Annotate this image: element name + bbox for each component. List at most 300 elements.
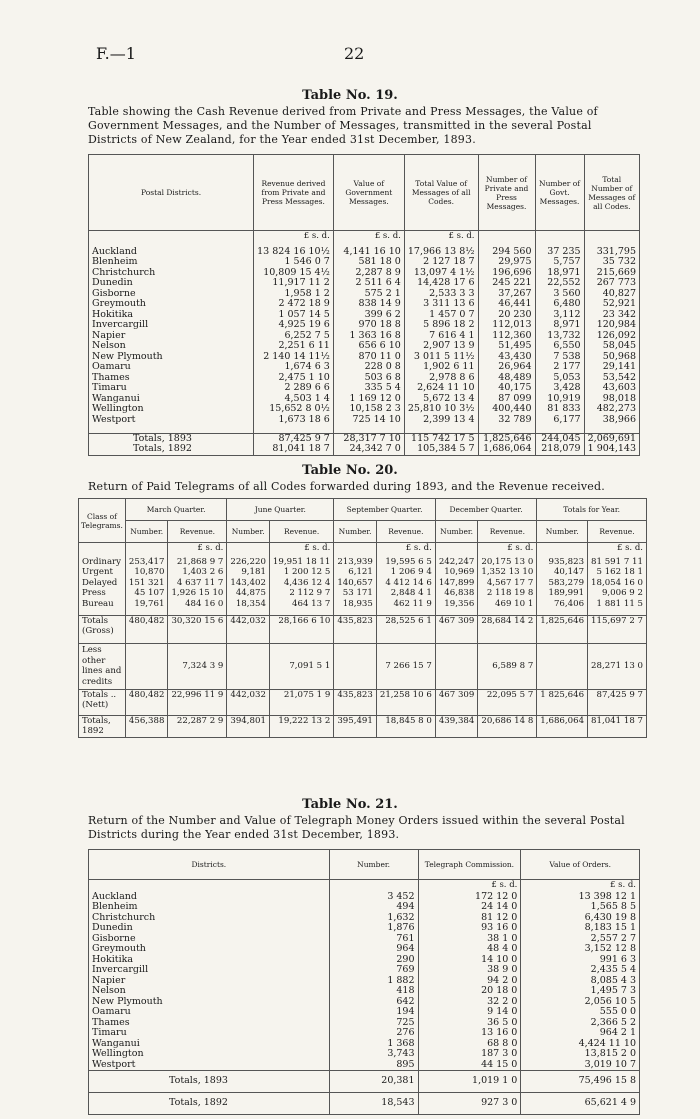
less-row [79, 643, 647, 689]
table-cell: 38,966 [584, 415, 639, 426]
table-cell: 480,482 [125, 689, 168, 715]
table-cell: 9,006 9 2 [588, 588, 647, 599]
table-cell: 18,354 [227, 599, 270, 610]
document-code: F.—1 [96, 44, 136, 63]
table-cell: 8,183 15 1 [521, 923, 640, 934]
table-cell: 2 177 [535, 362, 584, 373]
table-cell: 81,041 18 7 [254, 444, 334, 455]
table-row [79, 578, 647, 589]
table-cell: 7 616 4 1 [404, 331, 478, 342]
table-cell: 2 472 18 9 [254, 299, 334, 310]
table-cell: 7,091 5 1 [269, 643, 333, 689]
table-row [79, 715, 647, 737]
table-cell: 927 3 0 [418, 1093, 521, 1115]
table-cell: 44,875 [227, 588, 270, 599]
table21 [88, 849, 640, 1115]
t20-head-year: Totals for Year. [537, 499, 647, 521]
table-cell: 20,175 13 0 [478, 557, 537, 568]
table-cell: 14,428 17 6 [404, 278, 478, 289]
table-row [89, 892, 640, 903]
table-cell: 2,366 5 2 [521, 1018, 640, 1029]
table-cell: 32 2 0 [418, 997, 521, 1008]
table-cell: 1 546 0 7 [254, 257, 334, 268]
unit-label: £ s. d. [418, 880, 521, 892]
table-cell: 5 896 18 2 [404, 320, 478, 331]
table-cell: 480,482 [125, 615, 168, 643]
table-cell: 10,809 15 4½ [254, 268, 334, 279]
table-cell: 1 904,143 [584, 444, 639, 455]
district-name: Thames [89, 373, 254, 384]
table-cell: 53,542 [584, 373, 639, 384]
row-label: Delayed [79, 578, 126, 589]
table-cell: 2,907 13 9 [404, 341, 478, 352]
district-name: Dunedin [89, 923, 330, 934]
table-row [79, 615, 647, 643]
table-cell: 1 368 [329, 1039, 418, 1050]
table-row [89, 955, 640, 966]
table-cell: 1 457 0 7 [404, 310, 478, 321]
t20-head-september: September Quarter. [334, 499, 435, 521]
table-cell: 484 16 0 [168, 599, 227, 610]
table-cell: 7,324 3 9 [168, 643, 227, 689]
table-cell: 581 18 0 [333, 257, 404, 268]
table-cell: 1,403 2 6 [168, 567, 227, 578]
table20 [78, 498, 647, 738]
table-cell: 13,732 [535, 331, 584, 342]
table-row [89, 415, 640, 426]
table-row [89, 1049, 640, 1060]
table-cell: 267 773 [584, 278, 639, 289]
table-cell: 725 14 10 [333, 415, 404, 426]
table-cell: 28,271 13 0 [588, 643, 647, 689]
table-cell: 215,669 [584, 268, 639, 279]
t20-sub-revenue: Revenue. [168, 521, 227, 543]
table-cell: 1,495 7 3 [521, 986, 640, 997]
unit-label: £ s. d. [404, 231, 478, 247]
table-cell: 81 833 [535, 404, 584, 415]
table-cell: 45 107 [125, 588, 168, 599]
table-cell: 196,696 [478, 268, 535, 279]
row-label: Press [79, 588, 126, 599]
table-cell: 19,951 18 11 [269, 557, 333, 568]
table-cell: 970 18 8 [333, 320, 404, 331]
table-cell: 24 14 0 [418, 902, 521, 913]
totals-row [89, 1071, 640, 1093]
table-cell: 17,966 13 8½ [404, 247, 478, 258]
table-cell: 991 6 3 [521, 955, 640, 966]
table-cell: 3,743 [329, 1049, 418, 1060]
table19-description: Table showing the Cash Revenue derived from Private and Press Messages, the Value of Government Messages, and the Number of Messages, transmitted in the several Postal Districts of New Zealand, for the Year ended 31st December, 1893. [88, 105, 598, 146]
table-cell: 482,273 [584, 404, 639, 415]
t20-sub-number: Number. [334, 521, 377, 543]
totals-row [89, 1093, 640, 1115]
table-cell: 87,425 9 7 [588, 689, 647, 715]
table-cell: 3,428 [535, 383, 584, 394]
table-cell: 400,440 [478, 404, 535, 415]
table-cell: 105,384 5 7 [404, 444, 478, 455]
table-cell: 555 0 0 [521, 1007, 640, 1018]
table-cell: 276 [329, 1028, 418, 1039]
row-label: Totals, 1892 [79, 715, 126, 737]
table-cell: 10,870 [125, 567, 168, 578]
table-cell: 394,801 [227, 715, 270, 737]
table-cell: 467 309 [435, 615, 478, 643]
t20-sub-number: Number. [125, 521, 168, 543]
table-cell: 43,430 [478, 352, 535, 363]
table-cell: 81 12 0 [418, 913, 521, 924]
table-cell: 442,032 [227, 615, 270, 643]
table-cell: 147,899 [435, 578, 478, 589]
totals-row [89, 444, 640, 455]
table-cell: 40,827 [584, 289, 639, 300]
table-cell: 2,069,691 [584, 433, 639, 444]
table-cell: 1,352 13 10 [478, 567, 537, 578]
table-cell: 1 206 9 4 [376, 567, 435, 578]
table-cell: 4,424 11 10 [521, 1039, 640, 1050]
table-cell: 1,565 8 5 [521, 902, 640, 913]
table-cell: 68 8 0 [418, 1039, 521, 1050]
table-cell: 44 15 0 [418, 1060, 521, 1071]
table-cell: 36 5 0 [418, 1018, 521, 1029]
table-cell: 29,141 [584, 362, 639, 373]
table-cell: 23 342 [584, 310, 639, 321]
table-cell: 725 [329, 1018, 418, 1029]
table-row [89, 965, 640, 976]
t20-head-class: Class of Telegrams. [79, 499, 126, 543]
district-name: Hokitika [89, 955, 330, 966]
table-cell: 26,964 [478, 362, 535, 373]
table-cell: 331,795 [584, 247, 639, 258]
table-cell: 87 099 [478, 394, 535, 405]
table-cell: 244,045 [535, 433, 584, 444]
district-name: Christchurch [89, 913, 330, 924]
t20-sub-revenue: Revenue. [478, 521, 537, 543]
table-cell: 290 [329, 955, 418, 966]
table-cell: 2 289 6 6 [254, 383, 334, 394]
table-cell: 3 560 [535, 289, 584, 300]
table-cell: 583,279 [537, 578, 588, 589]
table-cell: 245 221 [478, 278, 535, 289]
table-row [89, 320, 640, 331]
district-name: Westport [89, 1060, 330, 1071]
unit-label: £ s. d. [168, 543, 227, 557]
table-cell: 3,019 10 7 [521, 1060, 640, 1071]
district-name: Auckland [89, 247, 254, 258]
table-row [89, 362, 640, 373]
district-name: Gisborne [89, 934, 330, 945]
table-cell: 6,430 19 8 [521, 913, 640, 924]
table-cell: 895 [329, 1060, 418, 1071]
table-cell: 4,567 17 7 [478, 578, 537, 589]
table-cell: 15,652 8 0½ [254, 404, 334, 415]
table-row [79, 557, 647, 568]
table-row [89, 1060, 640, 1071]
table-cell: 1,902 6 11 [404, 362, 478, 373]
table-cell: 2,848 4 1 [376, 588, 435, 599]
table-cell: 838 14 9 [333, 299, 404, 310]
district-name: Greymouth [89, 299, 254, 310]
table-cell: 18,971 [535, 268, 584, 279]
table-cell: 18,845 8 0 [376, 715, 435, 737]
table-cell: 2,399 13 4 [404, 415, 478, 426]
district-name: Wanganui [89, 394, 254, 405]
t20-sub-number: Number. [435, 521, 478, 543]
table-row [79, 689, 647, 715]
table-cell: 58,045 [584, 341, 639, 352]
table-cell: 6,589 8 7 [478, 643, 537, 689]
table-cell: 228 0 8 [333, 362, 404, 373]
district-name: Invercargill [89, 965, 330, 976]
table-cell: 467 309 [435, 689, 478, 715]
table-cell: 3 452 [329, 892, 418, 903]
table-cell: 870 11 0 [333, 352, 404, 363]
table-cell: 48,489 [478, 373, 535, 384]
t21-head-commission: Telegraph Commission. [418, 850, 521, 880]
district-name: Dunedin [89, 278, 254, 289]
table-cell: 19,761 [125, 599, 168, 610]
unit-label: £ s. d. [521, 880, 640, 892]
totals-label: Totals, 1893 [89, 1071, 330, 1093]
table-cell: 43,603 [584, 383, 639, 394]
table-cell: 503 6 8 [333, 373, 404, 384]
t19-head-total-value: Total Value of Messages of all Codes. [404, 155, 478, 231]
table-cell: 87,425 9 7 [254, 433, 334, 444]
table-cell: 2 511 6 4 [333, 278, 404, 289]
table-cell: 21,075 1 9 [269, 689, 333, 715]
t20-head-december: December Quarter. [435, 499, 536, 521]
table-row [89, 902, 640, 913]
table-cell: 13 16 0 [418, 1028, 521, 1039]
table-cell: 6,121 [334, 567, 377, 578]
table-row [89, 257, 640, 268]
table-cell: 120,984 [584, 320, 639, 331]
table-cell: 75,496 15 8 [521, 1071, 640, 1093]
table-cell: 126,092 [584, 331, 639, 342]
table-cell: 21,868 9 7 [168, 557, 227, 568]
table-cell: 1 200 12 5 [269, 567, 333, 578]
table21-description: Return of the Number and Value of Telegraph Money Orders issued within the several Postal Districts during the Year ended 31st December, 1893. [88, 814, 625, 841]
table-cell: 93 16 0 [418, 923, 521, 934]
table-cell: 9 14 0 [418, 1007, 521, 1018]
table19-title: Table No. 19. [302, 88, 398, 103]
district-name: Gisborne [89, 289, 254, 300]
table-cell: 24,342 7 0 [333, 444, 404, 455]
table-cell: 28,166 6 10 [269, 615, 333, 643]
district-name: Blenheim [89, 257, 254, 268]
table-row [89, 997, 640, 1008]
district-name: Wanganui [89, 1039, 330, 1050]
table-cell: 1,673 18 6 [254, 415, 334, 426]
table-cell: 53 171 [334, 588, 377, 599]
row-label: Bureau [79, 599, 126, 610]
table-cell: 20,381 [329, 1071, 418, 1093]
table-cell: 1,825,646 [478, 433, 535, 444]
district-name: Timaru [89, 383, 254, 394]
t20-sub-number: Number. [537, 521, 588, 543]
table-cell: 28,525 6 1 [376, 615, 435, 643]
unit-label: £ s. d. [588, 543, 647, 557]
table-cell: 32 789 [478, 415, 535, 426]
table-cell: 50,968 [584, 352, 639, 363]
table-row [89, 383, 640, 394]
t20-head-march: March Quarter. [125, 499, 226, 521]
table-cell: 19,356 [435, 599, 478, 610]
table-cell: 395,491 [334, 715, 377, 737]
table-cell: 9,181 [227, 567, 270, 578]
t20-sub-revenue: Revenue. [588, 521, 647, 543]
table-cell: 65,621 4 9 [521, 1093, 640, 1115]
table-cell: 94 2 0 [418, 976, 521, 987]
table-row [89, 1028, 640, 1039]
table-cell: 3 311 13 6 [404, 299, 478, 310]
table-cell: 3,152 12 8 [521, 944, 640, 955]
table-cell: 25,810 10 3½ [404, 404, 478, 415]
table-cell: 1,674 6 3 [254, 362, 334, 373]
table-cell: 2,624 11 10 [404, 383, 478, 394]
district-name: Christchurch [89, 268, 254, 279]
table-cell: 22,095 5 7 [478, 689, 537, 715]
table-cell: 35 732 [584, 257, 639, 268]
table-cell: 140,657 [334, 578, 377, 589]
table-cell: 1,926 15 10 [168, 588, 227, 599]
table-cell: 2 118 19 8 [478, 588, 537, 599]
table-cell: 115 742 17 5 [404, 433, 478, 444]
table-cell: 76,406 [537, 599, 588, 610]
table-cell: 3,112 [535, 310, 584, 321]
district-name: Blenheim [89, 902, 330, 913]
table-cell: 575 2 1 [333, 289, 404, 300]
table-row [89, 341, 640, 352]
unit-label: £ s. d. [333, 231, 404, 247]
table-cell: 213,939 [334, 557, 377, 568]
row-label: Totals .. (Nett) [79, 689, 126, 715]
table-cell: 10,969 [435, 567, 478, 578]
table-cell: 115,697 2 7 [588, 615, 647, 643]
table-row [89, 986, 640, 997]
row-label: Totals (Gross) [79, 615, 126, 643]
table-row [89, 1007, 640, 1018]
t21-head-number: Number. [329, 850, 418, 880]
table-cell: 3 011 5 11½ [404, 352, 478, 363]
table-cell: 112,360 [478, 331, 535, 342]
table-cell: 2 140 14 11½ [254, 352, 334, 363]
t20-head-june: June Quarter. [227, 499, 334, 521]
table-cell: 8,085 4 3 [521, 976, 640, 987]
table-cell: 6,177 [535, 415, 584, 426]
table-cell: 22,287 2 9 [168, 715, 227, 737]
table-cell: 1,632 [329, 913, 418, 924]
table-cell: 964 2 1 [521, 1028, 640, 1039]
table-row [89, 913, 640, 924]
table-cell: 2,056 10 5 [521, 997, 640, 1008]
table-cell: 19,222 13 2 [269, 715, 333, 737]
table-cell: 38 1 0 [418, 934, 521, 945]
table-cell: 48 4 0 [418, 944, 521, 955]
table-row [89, 299, 640, 310]
totals-label: Totals, 1892 [89, 444, 254, 455]
district-name: Wellington [89, 1049, 330, 1060]
district-name: Nelson [89, 986, 330, 997]
district-name: Westport [89, 415, 254, 426]
table-cell: 1,958 1 2 [254, 289, 334, 300]
table-cell: 1 363 16 8 [333, 331, 404, 342]
table-cell: 5,757 [535, 257, 584, 268]
table-cell: 172 12 0 [418, 892, 521, 903]
district-name: Auckland [89, 892, 330, 903]
table-cell: 40,147 [537, 567, 588, 578]
district-name: New Plymouth [89, 352, 254, 363]
table-cell: 6,252 7 5 [254, 331, 334, 342]
table-cell: 7 538 [535, 352, 584, 363]
table-cell: 20 230 [478, 310, 535, 321]
table-cell: 81 591 7 11 [588, 557, 647, 568]
t19-head-revenue: Revenue derived from Private and Press Messages. [254, 155, 334, 231]
table-cell: 2 127 18 7 [404, 257, 478, 268]
table-cell: 20 18 0 [418, 986, 521, 997]
table-cell: 5,053 [535, 373, 584, 384]
table-cell: 151 321 [125, 578, 168, 589]
table-cell: 435,823 [334, 689, 377, 715]
t21-head-value: Value of Orders. [521, 850, 640, 880]
table-cell: 1 881 11 5 [588, 599, 647, 610]
table-row [89, 278, 640, 289]
table-row [79, 567, 647, 578]
table-cell: 964 [329, 944, 418, 955]
table-cell: 51,495 [478, 341, 535, 352]
district-name: Invercargill [89, 320, 254, 331]
table-cell: 2,251 6 11 [254, 341, 334, 352]
table-cell: 40,175 [478, 383, 535, 394]
table-row [89, 923, 640, 934]
table-cell: 2,435 5 4 [521, 965, 640, 976]
table-cell: 2,287 8 9 [333, 268, 404, 279]
table-cell: 4,503 1 4 [254, 394, 334, 405]
table-cell: 13,815 2 0 [521, 1049, 640, 1060]
table-cell: 189,991 [537, 588, 588, 599]
table-row [89, 1039, 640, 1050]
table-cell: 46,838 [435, 588, 478, 599]
table-cell: 242,247 [435, 557, 478, 568]
table-cell: 18,935 [334, 599, 377, 610]
table-row [89, 976, 640, 987]
table-cell: 143,402 [227, 578, 270, 589]
table-cell: 656 6 10 [333, 341, 404, 352]
table-cell: 11,917 11 2 [254, 278, 334, 289]
table-cell: 462 11 9 [376, 599, 435, 610]
table-cell: 2,557 2 7 [521, 934, 640, 945]
table-cell: 38 9 0 [418, 965, 521, 976]
table-cell: 10,158 2 3 [333, 404, 404, 415]
table-cell: 22,996 11 9 [168, 689, 227, 715]
table-cell: 642 [329, 997, 418, 1008]
table-cell: 226,220 [227, 557, 270, 568]
district-name: New Plymouth [89, 997, 330, 1008]
table-cell: 98,018 [584, 394, 639, 405]
table-cell: 1,686,064 [478, 444, 535, 455]
district-name: Oamaru [89, 1007, 330, 1018]
table-row [79, 588, 647, 599]
table-row [89, 944, 640, 955]
unit-label: £ s. d. [269, 543, 333, 557]
row-label: Less other lines and credits [79, 643, 126, 689]
table-cell: 761 [329, 934, 418, 945]
table-cell: 22,552 [535, 278, 584, 289]
district-name: Thames [89, 1018, 330, 1029]
table-cell: 10,919 [535, 394, 584, 405]
table-cell: 1,876 [329, 923, 418, 934]
table-cell: 13 824 16 10½ [254, 247, 334, 258]
table-cell: 4 637 11 7 [168, 578, 227, 589]
